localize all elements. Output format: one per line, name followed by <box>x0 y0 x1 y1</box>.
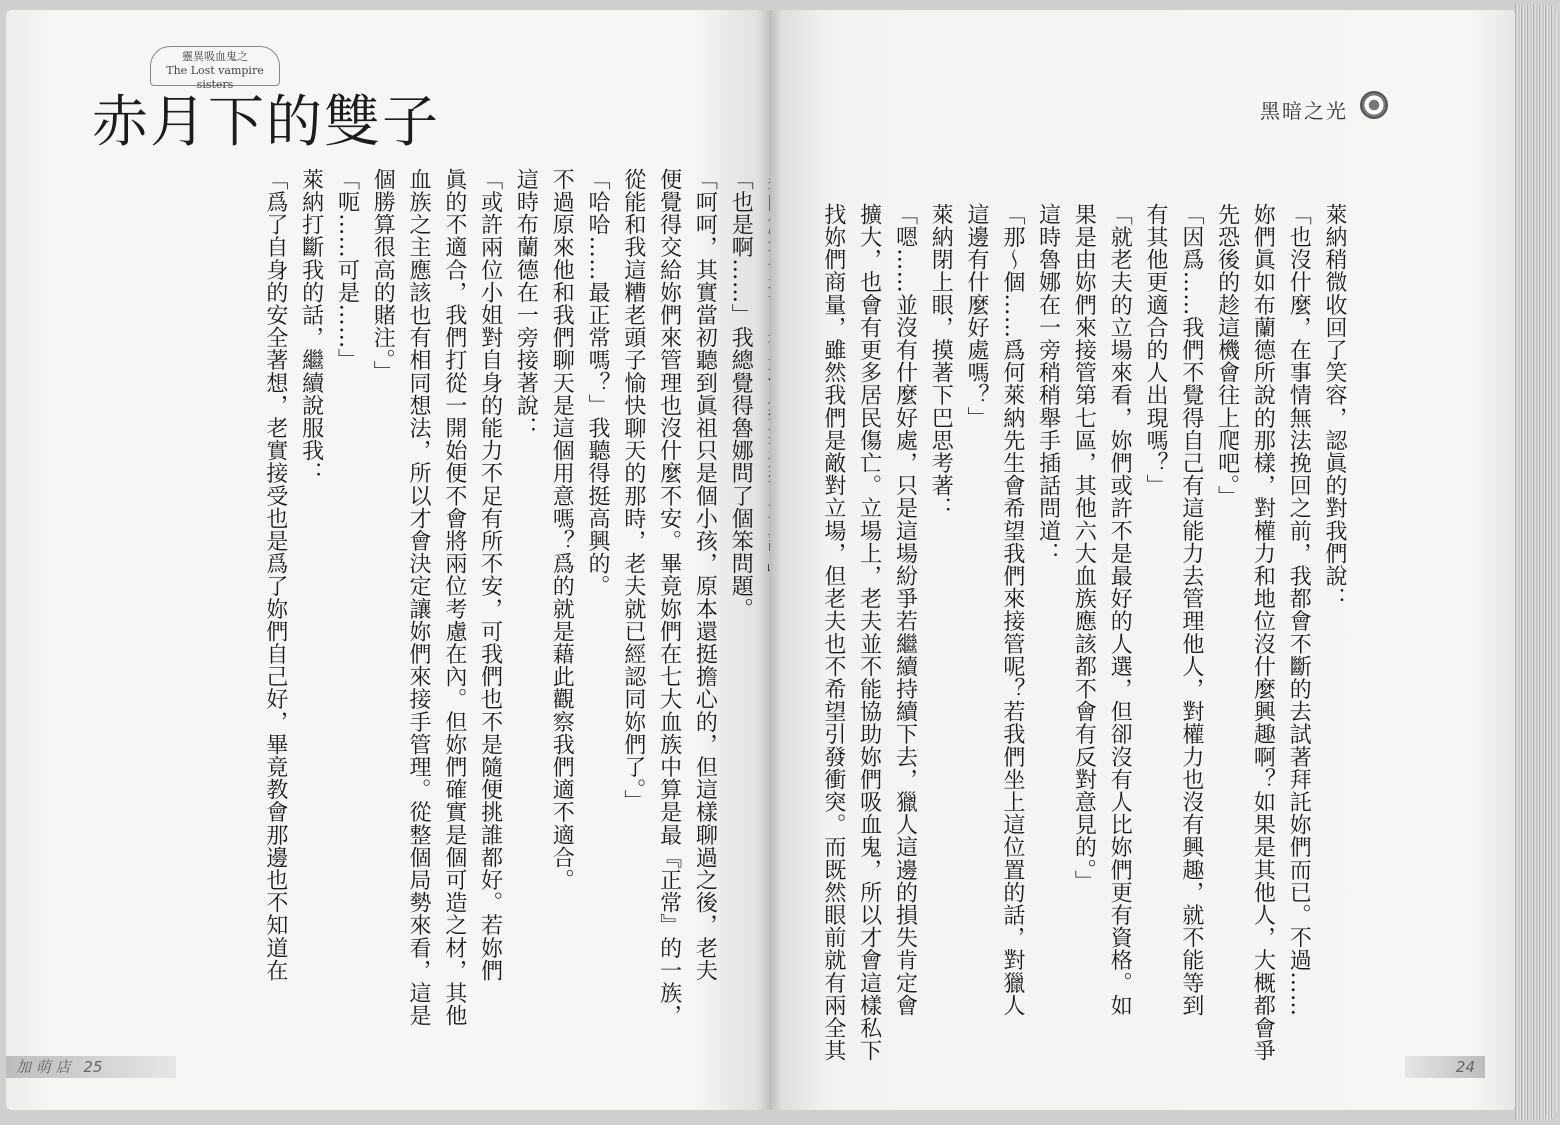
text-column: 「呵呵，其實當初聽到眞祖只是個小孩，原本還挺擔心的，但這樣聊過之後，老夫 <box>692 168 718 982</box>
text-column: 「因爲……我們不覺得自己有這能力去管理他人，對權力也沒有興趣，就不能等到 <box>1178 203 1204 1017</box>
right-page-number: 24 <box>1455 1058 1475 1076</box>
text-column: 血族之主應該也有相同想法，所以才會決定讓妳們來接手管理。從整個局勢來看，這是 <box>406 168 432 1027</box>
emblem-icon <box>1360 91 1388 119</box>
text-column: 「爲了自身的安全著想，老實接受也是爲了妳們自己好，畢竟教會那邊也不知道在 <box>262 168 288 982</box>
right-page <box>770 10 1515 1110</box>
text-column: 便覺得交給妳們來管理也沒什麼不安。畢竟妳們在七大血族中算是最『正常』的一族， <box>656 168 682 1027</box>
book-logo <box>88 38 440 155</box>
text-column: 這時布蘭德在一旁接著說： <box>513 168 539 440</box>
page-edges <box>1515 4 1557 1120</box>
text-column: 「或許兩位小姐對自身的能力不足有所不安，可我們也不是隨便挑誰都好。若妳們 <box>477 168 503 982</box>
text-column: 個勝算很高的賭注。」 <box>370 168 396 383</box>
page-gutter <box>758 10 782 1110</box>
text-column: 妳們眞如布蘭德所說的那樣，對權力和地位沒什麼興趣啊？如果是其他人，大概都會爭 <box>1250 203 1276 1062</box>
left-page-number: 25 <box>83 1058 103 1076</box>
text-column: 先恐後的趁這機會往上爬吧。」 <box>1214 203 1240 509</box>
text-column: 這時魯娜在一旁稍稍舉手插話問道： <box>1035 203 1061 565</box>
text-column: 「也是啊……」我總覺得魯娜問了個笨問題。 <box>728 168 754 620</box>
right-footer <box>1405 1056 1485 1078</box>
text-column: 有其他更適合的人出現嗎？」 <box>1143 203 1169 497</box>
text-column: 眞的不適合，我們打從一開始便不會將兩位考慮在內。但妳們確實是個可造之材，其他 <box>441 168 467 1027</box>
series-banner: 靈異吸血鬼之 The Lost vampire sisters <box>150 46 280 86</box>
text-column: 從能和我這糟老頭子愉快聊天的那時，老夫就已經認同妳們了。」 <box>620 168 646 813</box>
text-column: 「呃……可是……」 <box>334 168 360 372</box>
text-column: 「就老夫的立場來看，妳們或許不是最好的人選，但卻沒有人比妳們更有資格。如 <box>1107 203 1133 1017</box>
chapter-header <box>1190 85 1470 145</box>
text-column: 「哈哈……最正常嗎？」我聽得挺高興的。 <box>585 168 611 598</box>
left-page <box>6 10 770 1110</box>
text-column: 找妳們商量，雖然我們是敵對立場，但老夫也不希望引發衝突。而既然眼前就有兩全其 <box>820 203 846 1062</box>
text-column: 萊納稍微收回了笑容，認眞的對我們說： <box>1322 203 1347 610</box>
book-title: 赤月下的雙子 <box>92 90 440 155</box>
text-column: 「嗯……並沒有什麼好處，只是這場紛爭若繼續持續下去，獵人這邊的損失肯定會 <box>892 203 918 1017</box>
left-page-text <box>234 168 794 1068</box>
text-column: 「也沒什麼，在事情無法挽回之前，我都會不斷的去試著拜託妳們而已。不過…… <box>1286 203 1312 1017</box>
text-column: 不過原來他和我們聊天是這個用意嗎？爲的就是藉此觀察我們適不適合。 <box>549 168 575 892</box>
text-column: 「那～個……爲何萊納先生會希望我們來接管呢？若我們坐上這位置的話，對獵人 <box>999 203 1025 1017</box>
chapter-title: 黑暗之光 <box>1260 99 1348 123</box>
left-footer <box>6 1056 176 1078</box>
text-column: 這邊有什麼好處嗎？」 <box>964 203 990 429</box>
footer-label: 加 萌 店 <box>16 1058 71 1076</box>
text-column: 果是由妳們來接管第七區，其他六大血族應該都不會有反對意見的。」 <box>1071 203 1097 893</box>
text-column: 擴大，也會有更多居民傷亡。立場上，老夫並不能協助妳們吸血鬼，所以才會這樣私下 <box>856 203 882 1062</box>
text-column: 萊納打斷我的話，繼續說服我： <box>298 168 324 485</box>
right-page-text <box>820 203 1352 1063</box>
text-column: 萊納閉上眼，摸著下巴思考著： <box>928 203 954 520</box>
